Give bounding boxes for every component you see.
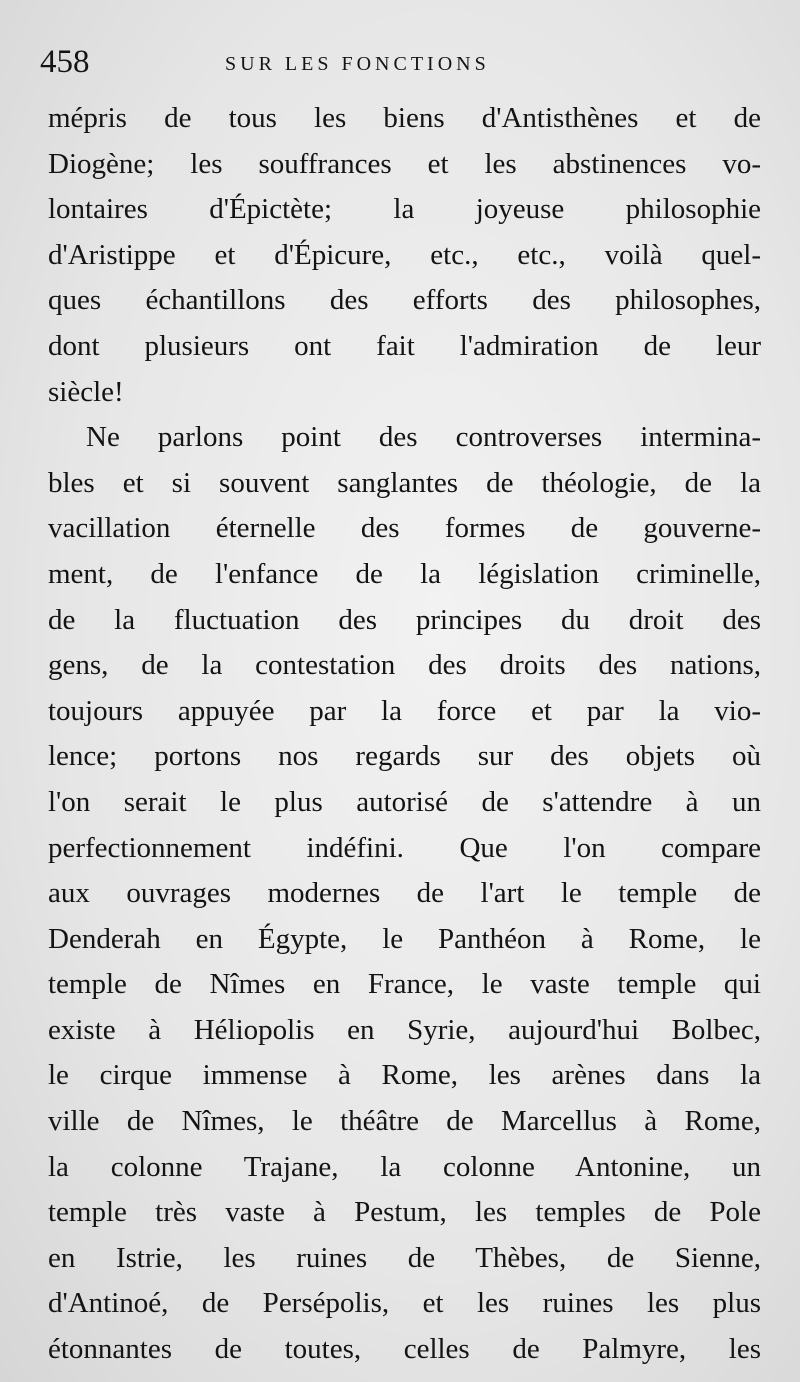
text-line: d'Aristippe et d'Épicure, etc., etc., voilà quel- xyxy=(48,238,761,271)
text-line: bles et si souvent sanglantes de théologie, de la xyxy=(48,466,761,499)
text-line: perfectionnement indéfini. Que l'on compare xyxy=(48,831,761,864)
body-text xyxy=(48,96,761,1373)
paragraph-1 xyxy=(48,96,761,415)
text-line: lence; portons nos regards sur des objets où xyxy=(48,740,761,773)
text-line: ques échantillons des efforts des philosophes, xyxy=(48,284,761,317)
text-line: dont plusieurs ont fait l'admiration de leur xyxy=(48,329,761,362)
page-number: 458 xyxy=(40,44,90,80)
paragraph-2 xyxy=(48,415,761,1372)
text-line: vacillation éternelle des formes de gouverne- xyxy=(48,512,761,545)
text-line: de la fluctuation des principes du droit des xyxy=(48,603,761,636)
text-line: toujours appuyée par la force et par la vio- xyxy=(48,694,761,727)
text-line: gens, de la contestation des droits des nations, xyxy=(48,649,761,682)
text-line: mépris de tous les biens d'Antisthènes et de xyxy=(48,102,761,134)
text-line: ment, de l'enfance de la législation criminelle, xyxy=(48,557,761,590)
text-line: ville de Nîmes, le théâtre de Marcellus à Rome, xyxy=(48,1105,761,1138)
text-line: Denderah en Égypte, le Panthéon à Rome, le xyxy=(48,922,761,955)
text-line: temple de Nîmes en France, le vaste temple qui xyxy=(48,968,761,1001)
text-line: lontaires d'Épictète; la joyeuse philosophie xyxy=(48,193,761,226)
text-line: Diogène; les souffrances et les abstinences vo- xyxy=(48,147,761,180)
running-title: SUR LES FONCTIONS xyxy=(225,53,490,75)
text-line: d'Antinoé, de Persépolis, et les ruines les plus xyxy=(48,1287,761,1320)
text-line: la colonne Trajane, la colonne Antonine, un xyxy=(48,1150,761,1183)
text-line: temple très vaste à Pestum, les temples de Pole xyxy=(48,1196,761,1229)
text-line: en Istrie, les ruines de Thèbes, de Sienne, xyxy=(48,1241,761,1274)
text-line: siècle! xyxy=(48,375,124,408)
text-line: le cirque immense à Rome, les arènes dans la xyxy=(48,1059,761,1092)
text-line: existe à Héliopolis en Syrie, aujourd'hui Bolbec, xyxy=(48,1013,761,1046)
running-head xyxy=(40,38,765,88)
text-line: l'on serait le plus autorisé de s'attendre à un xyxy=(48,785,761,818)
text-line: étonnantes de toutes, celles de Palmyre, les xyxy=(48,1333,761,1366)
text-line: aux ouvrages modernes de l'art le temple de xyxy=(48,877,761,910)
text-line: Ne parlons point des controverses intermina- xyxy=(86,421,761,454)
